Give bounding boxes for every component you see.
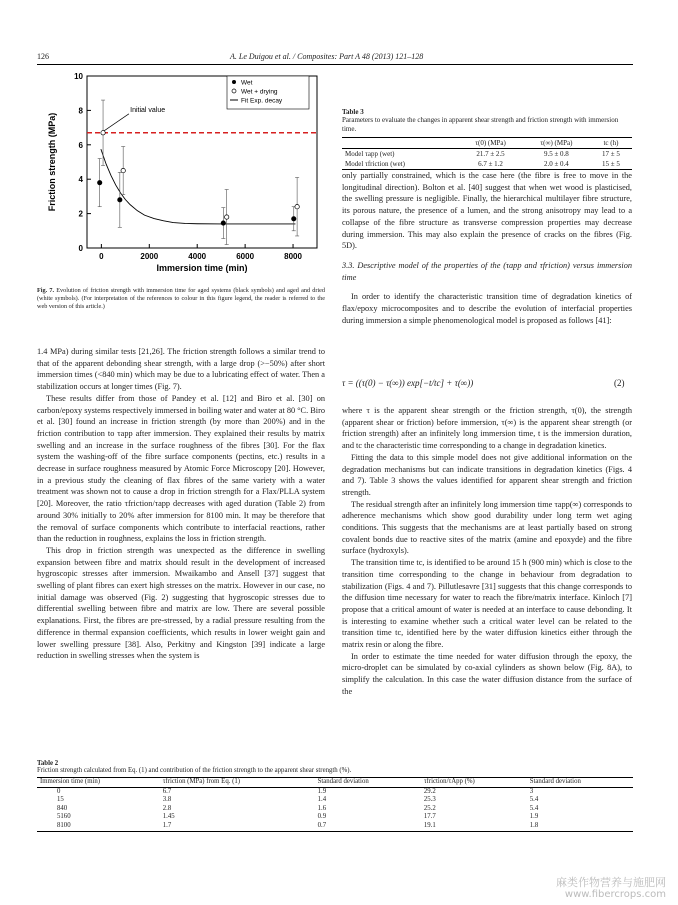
table-cell: 21.7 ± 2.5 xyxy=(476,150,505,158)
table-3-header xyxy=(342,138,458,149)
table-cell: 9.5 ± 0.8 xyxy=(543,150,569,158)
y-axis-label: Friction strength (MPa) xyxy=(47,112,57,212)
table-3-grid xyxy=(342,137,632,170)
right-paragraph: where τ is the apparent shear strength or the friction strength, τ(0), the strength (apparent shear or friction) before immersion, τ(∞) is the apparent shear strength (or friction strength) after an infinitely long immersion time, t is the immersion duration, and tc the characteristic time corresponding to a change in degradation kinetics. xyxy=(342,406,632,451)
table-cell: Model τapp (wet) xyxy=(345,150,395,158)
y-tick-label: 6 xyxy=(78,140,83,150)
right-column-bottom xyxy=(342,405,632,698)
wet-point xyxy=(221,221,225,225)
watermark-url: www.fibercrops.com xyxy=(564,889,666,900)
equation-2: τ = ((τ(0) − τ(∞)) exp[−t/tc] + τ(∞)) xyxy=(342,378,474,388)
table-cell: 25.3 xyxy=(423,796,436,804)
table-cell: 17 ± 5 xyxy=(602,150,620,158)
table-cell: 25.2 xyxy=(423,804,436,812)
x-tick-label: 2000 xyxy=(140,252,159,261)
fit-curve xyxy=(101,149,296,224)
y-tick-label: 0 xyxy=(78,244,83,253)
table-cell: 1.9 xyxy=(529,813,539,821)
annotation-text: Initial value xyxy=(130,107,166,115)
table-cell: 2.0 ± 0.4 xyxy=(543,160,569,168)
annotation-arrow xyxy=(104,114,129,131)
x-axis-label: Immersion time (min) xyxy=(156,263,248,273)
x-tick-label: 8000 xyxy=(284,252,302,261)
right-paragraph: In order to identify the characteristic transition time of degradation kinetics of flax/epoxy microcomposites and to describe the evolution of interfacial properties during immersion a simple phenomenological model is proposed as follows [41]: xyxy=(342,292,632,325)
legend-label: Wet + drying xyxy=(241,88,278,96)
table-cell: 8100 xyxy=(57,821,71,829)
left-column xyxy=(37,346,325,662)
y-tick-label: 4 xyxy=(78,175,83,185)
y-tick-label: 8 xyxy=(78,106,83,116)
wet-drying-point xyxy=(121,168,125,172)
x-tick-label: 4000 xyxy=(188,252,207,261)
legend-label: Fit Exp. decay xyxy=(241,97,283,105)
page-number: 126 xyxy=(37,52,49,61)
table-cell: 0.9 xyxy=(317,813,327,821)
figure-caption-text: Evolution of friction strength with immersion time for aged systems (black symbols) and aged and dried (white symbols). (For interpretation of the references to colour in this figure legend, the reader is referred to the web version of this article.) xyxy=(37,287,325,311)
table-cell: 6.7 ± 1.2 xyxy=(478,160,503,168)
table-cell: 1.6 xyxy=(317,804,327,812)
table-2 xyxy=(37,760,633,832)
wet-drying-point xyxy=(101,131,105,135)
x-tick-label: 6000 xyxy=(236,252,255,261)
left-paragraph: This drop in friction strength was unexpected as the difference in swelling expansion between fibre and matrix should result in the development of increased hygroscopic stresses after immersion. Mwaikambo and Ansell [37] suggest that swelling of plant fibres can exert high stresses on the matrix. However in our case, no initial damage was observed (Fig. 2) suggesting that hygroscopic stresses due to differential swelling between fibre and matrix are low. There are several possible explanations. First, the fibres are pre-stressed, by a radial pressure resulting from the difference in thermal expansion coefficients, which results in lower weight gain and lower swelling pressure [38]. Also, Perkitny and Kingston [39] indicate a large reduction in swelling stresses when the system is xyxy=(37,545,325,661)
table-cell: 17.7 xyxy=(423,813,436,821)
table-cell: 2.8 xyxy=(162,804,172,812)
table-3-label: Table 3 xyxy=(342,108,364,116)
table-cell: 0 xyxy=(57,787,61,795)
table-2-header: τfriction/τApp (%) xyxy=(423,778,475,785)
table-cell: 0.7 xyxy=(317,821,327,829)
table-cell: 1.7 xyxy=(162,821,172,829)
table-cell: 15 xyxy=(57,796,64,804)
table-2-header: τfriction (MPa) from Eq. (1) xyxy=(162,778,241,785)
wet-point xyxy=(292,217,296,221)
table-row xyxy=(37,805,633,814)
table-row xyxy=(342,159,632,170)
table-3-header: τ(∞) (MPa) xyxy=(540,139,573,147)
watermark-title: 麻类作物营养与施肥网 xyxy=(556,876,666,889)
right-column-top xyxy=(342,170,632,326)
right-paragraph: only partially constrained, which is the case here (the fibre is free to move in the longitudinal direction). Bolton et al. [40] suggest that when wet wood is plasticised, the swelling pressure is negligible. Finally, the hierarchical multilayer fibre structure, its porous nature, the presence of a lumen, and the strong anisotropy may lead to a collapse of the fibre structure as transverse compression properties may decrease during immersion. This may also explain the presence of cracks on the fibres (Fig. 5D). xyxy=(342,171,632,251)
table-cell: 840 xyxy=(57,804,68,812)
table-3-header: τ(0) (MPa) xyxy=(475,139,506,147)
table-cell: 19.1 xyxy=(423,821,436,829)
table-row xyxy=(37,822,633,831)
right-paragraph: Fitting the data to this simple model does not give additional information on the degradation mechanisms but can indicate transitions in degradation kinetics (Figs. 4 and 7). Table 3 shows the values identified for apparent shear strength and friction strength. xyxy=(342,452,632,497)
table-cell: 3.8 xyxy=(162,796,172,804)
y-tick-label: 10 xyxy=(74,72,83,81)
right-paragraph: The residual strength after an infinitely long immersion time τapp(∞) corresponds to adherence mechanisms which show good durability under long term wet aging conditions. This suggests that the mechanisms are at least partially based on strong covalent bonds due to reactive sites of the matrix (amine and epoxyde) and the fibre surface (hydroxyls). xyxy=(342,499,632,556)
equation-number: (2) xyxy=(614,378,625,388)
table-cell: 5.4 xyxy=(529,804,539,812)
legend-marker-wet-drying xyxy=(232,89,236,93)
table-2-grid xyxy=(37,777,633,832)
table-cell: 1.8 xyxy=(529,821,539,829)
table-cell: 5160 xyxy=(57,813,71,821)
table-3-header: tc (h) xyxy=(603,139,619,147)
left-paragraph: 1.4 MPa) during similar tests [21,26]. The friction strength follows a similar trend to that of the apparent debonding shear strength, with a large drop (>−50%) after short immersion times (<840 min) which may be due to a lubricating effect of water. Then a stabilization occurs at longer times (Fig. 7). xyxy=(37,347,325,392)
x-tick-label: 0 xyxy=(99,252,104,261)
right-paragraph: In order to estimate the time needed for water diffusion through the epoxy, the micro-droplet can be simulated by co-axial cylinders as shown below (Fig. 8A), to simplify the calculation. In this case the water diffusion distance from the surface of the xyxy=(342,651,632,696)
wet-drying-point xyxy=(295,205,299,209)
table-cell: 1.45 xyxy=(162,813,175,821)
table-row xyxy=(37,787,633,796)
table-row xyxy=(37,813,633,822)
table-row xyxy=(37,796,633,805)
table-3 xyxy=(342,108,632,170)
figure-caption-label: Fig. 7. xyxy=(37,287,55,294)
table-cell: 29.2 xyxy=(423,787,436,795)
table-cell: 6.7 xyxy=(162,787,172,795)
header-rule xyxy=(37,64,633,65)
legend-marker-wet xyxy=(232,80,236,84)
left-paragraph: These results differ from those of Pandey et al. [12] and Biro et al. [30] on carbon/epoxy systems respectively immersed in boiling water and water at 80 °C. Biro et al. [30] found an increase in friction strength (by more than 200%) and in the friction contribution to τapp after immersion. They explained their results by matrix swelling and an increase in the surface roughness of the fibres [30]. For the flax system the washing-off of the fibre surface components (pectins, etc.) results in a decrease in surface roughness measured by Atomic Force Microscopy [20]. However, in a previous study the cleaning of flax fibres of the same variety with a water treatment was shown not to cause a drop in friction strength for a Flax/PLLA system [20]. Moreover, the ratio τfriction/τapp decreases with aged duration (Table 2) from around 30% initially to 20% after immersion for 8100 min. It may be therefore that the removal of surface components which contribute to interfacial reactions, rather than the reduction in roughness, explains the loss in friction strength. xyxy=(37,393,325,544)
table-2-label: Table 2 xyxy=(37,760,59,767)
running-title: A. Le Duigou et al. / Composites: Part A 48 (2013) 121–128 xyxy=(230,52,424,61)
table-2-header: Standard deviation xyxy=(317,778,369,785)
table-cell: 1.9 xyxy=(317,787,327,795)
chart-marks xyxy=(87,76,317,245)
section-heading: 3.3. Descriptive model of the properties of the (τapp and τfriction) versus immersion time xyxy=(342,260,632,282)
y-tick-label: 2 xyxy=(78,209,83,219)
wet-point xyxy=(97,180,101,184)
wet-point xyxy=(118,198,122,202)
table-cell: 15 ± 5 xyxy=(602,160,620,168)
figure-caption xyxy=(37,287,325,312)
legend-label: Wet xyxy=(241,79,253,87)
table-2-header: Standard deviation xyxy=(529,778,581,785)
table-3-caption: Parameters to evaluate the changes in apparent shear strength and friction strength with immersion time. xyxy=(342,116,619,133)
table-cell: 3 xyxy=(529,787,534,795)
table-2-header: Immersion time (min) xyxy=(40,778,101,785)
friction-strength-chart xyxy=(37,68,327,280)
wet-drying-point xyxy=(224,215,228,219)
table-2-caption: Friction strength calculated from Eq. (1) and contribution of the friction strength to the apparent shear strength (%). xyxy=(37,767,352,774)
right-paragraph: The transition time tc, is identified to be around 15 h (900 min) which is close to the transition time corresponding to the change in behaviour from degradation to stabilization (Figs. 4 and 7). Pillutlesavre [31] suggests that this change corresponds to the diffusion time necessary for water to reach the fibre/matrix interface. Kinloch [7] propose that a critical amount of water is needed at an interface to cause debonding. It is interesting to examine whether such a critical water level can be related to the transition time tc, identified here by the water diffusion kinetics either through the matrix resin or along the fibre. xyxy=(342,558,632,650)
table-cell: 5.4 xyxy=(529,796,539,804)
table-cell: 1.4 xyxy=(317,796,327,804)
table-cell: Model τfriction (wet) xyxy=(345,160,405,168)
table-row xyxy=(342,149,632,160)
